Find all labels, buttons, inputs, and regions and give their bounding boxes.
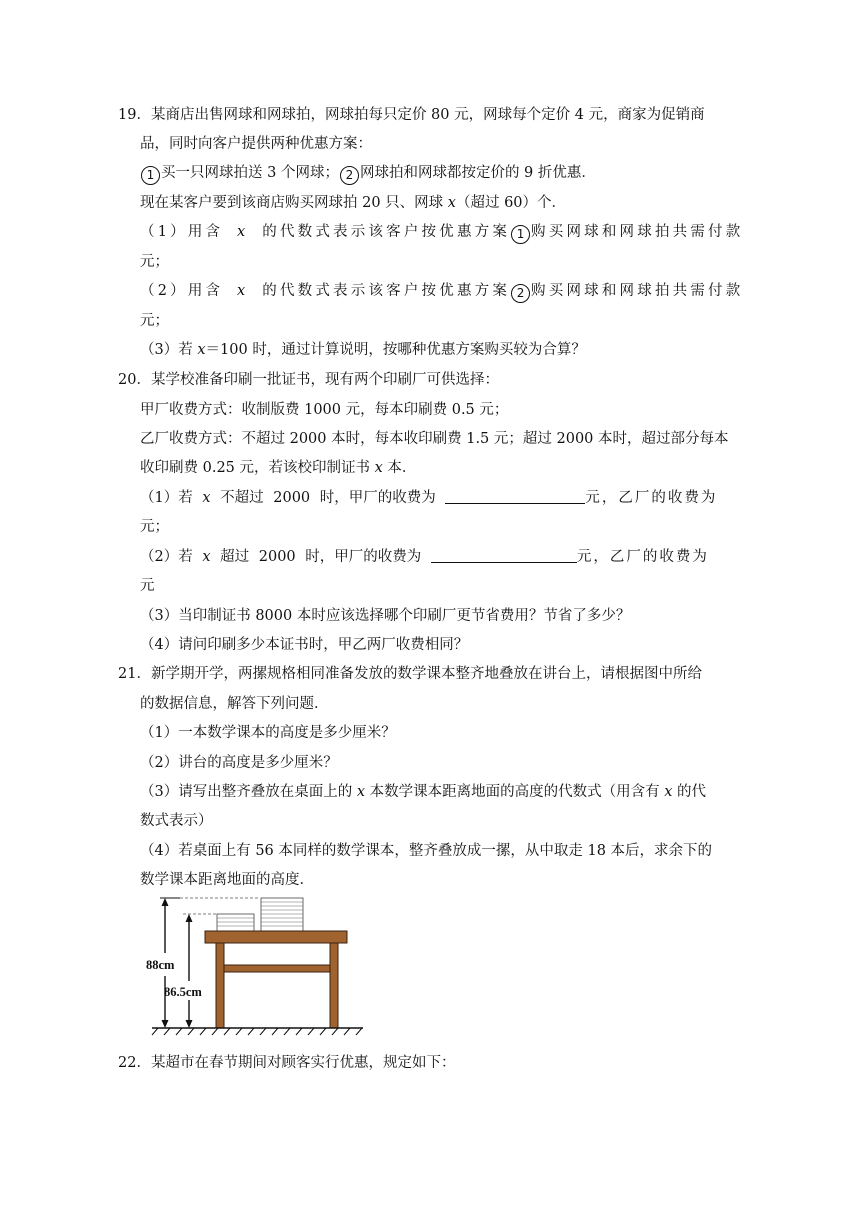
- q20-line4-a: 收印刷费 0.25 元，若该校印制证书: [140, 460, 375, 476]
- q20-number: 20．: [118, 372, 151, 388]
- q20-line4: [140, 458, 740, 478]
- q22-number: 22．: [118, 1055, 151, 1071]
- q21-part3: [140, 782, 740, 802]
- label-86-5cm: 86.5cm: [164, 985, 202, 999]
- table-leg-left: [216, 943, 224, 1028]
- table-crossbar: [224, 965, 330, 972]
- q19-option1: 买一只网球拍送 3 个网球；: [161, 165, 339, 181]
- q21-part1: （1）一本数学课本的高度是多少厘米？: [140, 725, 396, 741]
- var-x: x: [197, 342, 206, 358]
- q19-p1-b: 的代数式表示该客户按优惠方案: [248, 224, 511, 240]
- var-x: x: [202, 490, 211, 506]
- q21-p3-c: 的代: [672, 784, 707, 800]
- q20-p2-a: （2）若: [140, 549, 203, 565]
- q19-option2: 网球拍和网球都按定价的 9 折优惠．: [359, 165, 596, 181]
- q20-line3: 乙厂收费方式：不超过 2000 本时，每本收印刷费 1.5 元；超过 2000 本时，超过部分每本: [140, 431, 729, 447]
- q22-text1: 某超市在春节期间对顾客实行优惠，规定如下：: [150, 1055, 456, 1071]
- lectern-figure: [146, 893, 365, 1035]
- q20-p2-b: 超过 2000 时，甲厂的收费为: [210, 549, 431, 565]
- q20-part2: [140, 547, 740, 567]
- q19-options: [140, 163, 740, 185]
- q19-part1-end: 元；: [140, 254, 169, 270]
- var-x: x: [202, 549, 211, 565]
- var-x: x: [237, 283, 249, 299]
- q20-p1-a: （1）若: [140, 490, 203, 506]
- q21-line2: 的数据信息，解答下列问题．: [140, 696, 329, 712]
- circled-2-icon: 2: [511, 284, 530, 303]
- arrow-head-down-icon: [186, 1020, 193, 1028]
- label-88cm: 88cm: [146, 958, 175, 972]
- circled-1-icon: 1: [141, 166, 160, 185]
- var-x: x: [374, 460, 383, 476]
- var-x: x: [664, 784, 673, 800]
- answer-blank[interactable]: [431, 548, 577, 563]
- q19-p3-a: （3）若: [140, 342, 198, 358]
- var-x: x: [237, 224, 249, 240]
- q20-part1: [140, 488, 740, 508]
- q19-p1-c: 购买网球和网球拍共需付款: [531, 224, 744, 240]
- q19-line1: [118, 105, 718, 125]
- answer-blank[interactable]: [445, 489, 585, 504]
- var-x: x: [447, 195, 456, 211]
- q19-p1-a: （1）用含: [140, 224, 238, 240]
- arrow-head-down-icon: [162, 1020, 169, 1028]
- book-stack-short: [217, 914, 254, 931]
- q19-line4-a: 现在某客户要到该商店购买网球拍 20 只、网球: [140, 195, 448, 211]
- ground-hatching: [152, 1028, 362, 1035]
- q19-part2-end: 元；: [140, 313, 169, 329]
- q19-part1: [140, 222, 744, 244]
- q22-line1: [118, 1053, 718, 1073]
- q19-line2: 品，同时向客户提供两种优惠方案：: [140, 136, 372, 152]
- q19-text1: 某商店出售网球和网球拍，网球拍每只定价 80 元，网球每个定价 4 元，商家为促销商: [150, 107, 705, 123]
- q19-line4-b: （超过 60）个．: [455, 195, 567, 211]
- q21-line1: [118, 664, 718, 684]
- table-leg-right: [330, 943, 338, 1028]
- q19-p2-a: （2）用含: [140, 283, 238, 299]
- q20-part3: （3）当印制证书 8000 本时应该选择哪个印刷厂更节省费用？节省了多少？: [140, 608, 631, 624]
- table-top: [205, 931, 347, 943]
- arrow-head-up-icon: [162, 898, 169, 906]
- q20-p1-b: 不超过 2000 时，甲厂的收费为: [210, 490, 446, 506]
- q21-part4-line2: 数学课本距离地面的高度．: [140, 872, 314, 888]
- q21-part3-line2: 数式表示）: [140, 813, 213, 829]
- q19-p2-c: 购买网球和网球拍共需付款: [531, 283, 744, 299]
- q21-p3-b: 本数学课本距离地面的高度的代数式（用含有: [365, 784, 665, 800]
- q20-p1-c: 元，乙厂的收费为: [585, 490, 718, 506]
- q19-part3: [140, 340, 740, 360]
- q21-p3-a: （3）请写出整齐叠放在桌面上的: [140, 784, 357, 800]
- q20-part1-end: 元；: [140, 519, 169, 535]
- q20-part2-end: 元: [140, 578, 155, 594]
- q19-number: 19．: [118, 107, 151, 123]
- q20-p2-c: 元，乙厂的收费为: [576, 549, 709, 565]
- q21-number: 21．: [118, 666, 151, 682]
- q19-part2: [140, 281, 744, 303]
- q19-line4: [140, 193, 740, 213]
- q20-part4: （4）请问印刷多少本证书时，甲乙两厂收费相同？: [140, 637, 469, 653]
- circled-1-icon: 1: [511, 225, 530, 244]
- q20-line2: 甲厂收费方式：收制版费 1000 元，每本印刷费 0.5 元；: [140, 402, 509, 418]
- q20-text1: 某学校准备印刷一批证书，现有两个印刷厂可供选择：: [150, 372, 499, 388]
- var-x: x: [356, 784, 366, 800]
- q20-line1: [118, 370, 718, 390]
- q20-line4-b: 本．: [382, 460, 417, 476]
- q19-p2-b: 的代数式表示该客户按优惠方案: [248, 283, 511, 299]
- q21-part2: （2）讲台的高度是多少厘米？: [140, 755, 338, 771]
- q19-p3-b: ＝100 时，通过计算说明，按哪种优惠方案购买较为合算？: [205, 342, 586, 358]
- q21-text1: 新学期开学，两摞规格相同准备发放的数学课本整齐地叠放在讲台上，请根据图中所给: [150, 666, 702, 682]
- circled-2-icon: 2: [340, 166, 359, 185]
- q21-part4: （4）若桌面上有 56 本同样的数学课本，整齐叠放成一摞，从中取走 18 本后，求余下的: [140, 843, 713, 859]
- arrow-head-up-icon: [186, 914, 193, 922]
